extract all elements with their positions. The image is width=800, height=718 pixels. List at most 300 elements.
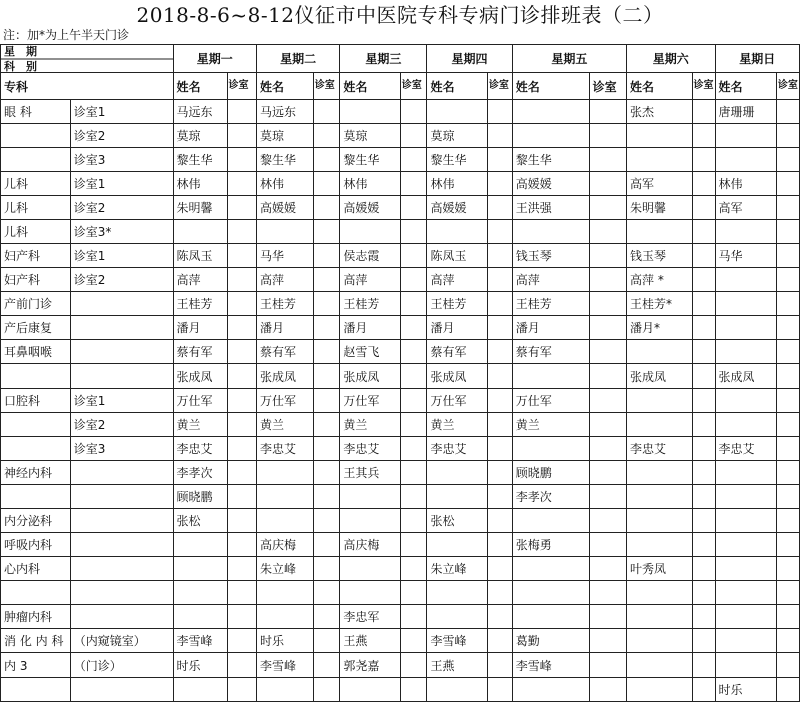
room-number-cell xyxy=(589,389,626,413)
name-header: 姓名 xyxy=(427,73,487,100)
doctor-name-cell xyxy=(512,220,589,244)
table-row xyxy=(1,196,800,220)
room-number-cell xyxy=(227,340,256,364)
room-number-cell xyxy=(692,196,715,220)
doctor-name-cell xyxy=(340,485,400,509)
room-cell xyxy=(70,605,173,629)
room-number-cell xyxy=(227,316,256,340)
doctor-name-cell: 高萍 * xyxy=(627,268,693,292)
doctor-name-cell xyxy=(715,581,776,605)
doctor-name-cell: 王燕 xyxy=(340,629,400,653)
room-cell: 诊室1 xyxy=(70,100,173,124)
room-number-cell xyxy=(589,413,626,437)
room-number-cell xyxy=(776,678,799,702)
room-cell: 诊室1 xyxy=(70,389,173,413)
room-number-cell xyxy=(776,340,799,364)
doctor-name-cell xyxy=(340,220,400,244)
room-number-cell xyxy=(589,605,626,629)
doctor-name-cell: 蔡有军 xyxy=(512,340,589,364)
room-number-cell xyxy=(589,678,626,702)
room-cell xyxy=(70,340,173,364)
doctor-name-cell: 赵雪飞 xyxy=(340,340,400,364)
room-number-cell xyxy=(227,220,256,244)
room-number-cell xyxy=(589,124,626,148)
table-row xyxy=(1,172,800,196)
room-number-cell xyxy=(400,389,427,413)
room-cell: 诊室2 xyxy=(70,124,173,148)
doctor-name-cell xyxy=(715,292,776,316)
department-cell: 肿瘤内科 xyxy=(1,605,71,629)
name-header: 姓名 xyxy=(340,73,400,100)
room-number-cell xyxy=(692,316,715,340)
room-cell: 诊室3* xyxy=(70,220,173,244)
room-number-cell xyxy=(227,461,256,485)
doctor-name-cell: 黄兰 xyxy=(173,413,227,437)
room-header: 诊室 xyxy=(227,73,256,100)
doctor-name-cell: 时乐 xyxy=(715,678,776,702)
room-number-cell xyxy=(227,244,256,268)
doctor-name-cell: 时乐 xyxy=(256,629,313,653)
doctor-name-cell: 李忠艾 xyxy=(173,437,227,461)
department-cell xyxy=(1,413,71,437)
room-cell: 诊室3 xyxy=(70,437,173,461)
doctor-name-cell: 林伟 xyxy=(427,172,487,196)
doctor-name-cell xyxy=(627,389,693,413)
doctor-name-cell: 高媛媛 xyxy=(512,172,589,196)
room-cell: 诊室2 xyxy=(70,413,173,437)
room-number-cell xyxy=(400,100,427,124)
room-header: 诊室 xyxy=(487,73,512,100)
department-cell xyxy=(1,148,71,172)
doctor-name-cell xyxy=(173,220,227,244)
doctor-name-cell xyxy=(427,533,487,557)
room-number-cell xyxy=(487,172,512,196)
department-cell: 内分泌科 xyxy=(1,509,71,533)
doctor-name-cell: 高军 xyxy=(715,196,776,220)
room-number-cell xyxy=(227,364,256,389)
doctor-name-cell xyxy=(715,653,776,678)
room-number-cell xyxy=(487,437,512,461)
room-number-cell xyxy=(487,461,512,485)
doctor-name-cell: 王桂芳 xyxy=(256,292,313,316)
room-number-cell xyxy=(227,196,256,220)
room-number-cell xyxy=(487,364,512,389)
department-cell: 耳鼻咽喉 xyxy=(1,340,71,364)
doctor-name-cell: 葛勤 xyxy=(512,629,589,653)
room-number-cell xyxy=(313,413,340,437)
table-row xyxy=(1,148,800,172)
room-number-cell xyxy=(487,413,512,437)
department-cell: 眼 科 xyxy=(1,100,71,124)
day-header-thu: 星期四 xyxy=(427,45,512,73)
table-row xyxy=(1,485,800,509)
doctor-name-cell: 马远东 xyxy=(173,100,227,124)
room-number-cell xyxy=(400,581,427,605)
name-header: 姓名 xyxy=(627,73,693,100)
doctor-name-cell xyxy=(627,605,693,629)
room-number-cell xyxy=(400,220,427,244)
doctor-name-cell: 万仕军 xyxy=(340,389,400,413)
room-number-cell xyxy=(313,316,340,340)
table-row xyxy=(1,364,800,389)
doctor-name-cell: 高媛媛 xyxy=(427,196,487,220)
department-cell: 呼吸内科 xyxy=(1,533,71,557)
table-row xyxy=(1,268,800,292)
doctor-name-cell xyxy=(340,557,400,581)
room-number-cell xyxy=(227,533,256,557)
doctor-name-cell: 万仕军 xyxy=(256,389,313,413)
doctor-name-cell: 林伟 xyxy=(715,172,776,196)
doctor-name-cell xyxy=(715,533,776,557)
doctor-name-cell xyxy=(256,461,313,485)
room-number-cell xyxy=(692,533,715,557)
table-row xyxy=(1,316,800,340)
doctor-name-cell: 李忠艾 xyxy=(715,437,776,461)
room-cell: 诊室2 xyxy=(70,196,173,220)
room-number-cell xyxy=(776,268,799,292)
room-number-cell xyxy=(400,678,427,702)
room-cell xyxy=(70,557,173,581)
room-number-cell xyxy=(400,629,427,653)
table-row xyxy=(1,437,800,461)
doctor-name-cell xyxy=(715,413,776,437)
room-number-cell xyxy=(227,437,256,461)
room-number-cell xyxy=(776,461,799,485)
room-number-cell xyxy=(313,509,340,533)
doctor-name-cell: 叶秀凤 xyxy=(627,557,693,581)
room-cell xyxy=(70,316,173,340)
corner-label-department: 科 别 xyxy=(4,60,37,73)
doctor-name-cell: 马华 xyxy=(715,244,776,268)
room-number-cell xyxy=(692,629,715,653)
room-number-cell xyxy=(589,557,626,581)
doctor-name-cell: 高军 xyxy=(627,172,693,196)
doctor-name-cell xyxy=(512,605,589,629)
room-number-cell xyxy=(400,533,427,557)
doctor-name-cell xyxy=(715,220,776,244)
room-number-cell xyxy=(692,268,715,292)
doctor-name-cell xyxy=(715,124,776,148)
room-number-cell xyxy=(776,148,799,172)
room-number-cell xyxy=(589,653,626,678)
room-number-cell xyxy=(227,629,256,653)
table-row xyxy=(1,124,800,148)
room-number-cell xyxy=(589,437,626,461)
room-number-cell xyxy=(589,581,626,605)
doctor-name-cell: 钱玉琴 xyxy=(512,244,589,268)
doctor-name-cell: 张成凤 xyxy=(715,364,776,389)
doctor-name-cell: 郭尧嘉 xyxy=(340,653,400,678)
doctor-name-cell: 黎生华 xyxy=(340,148,400,172)
doctor-name-cell xyxy=(427,100,487,124)
doctor-name-cell xyxy=(715,268,776,292)
room-number-cell xyxy=(487,220,512,244)
room-number-cell xyxy=(776,316,799,340)
room-number-cell xyxy=(227,172,256,196)
doctor-name-cell: 林伟 xyxy=(173,172,227,196)
room-number-cell xyxy=(692,485,715,509)
department-cell: 口腔科 xyxy=(1,389,71,413)
room-number-cell xyxy=(400,316,427,340)
room-number-cell xyxy=(692,364,715,389)
room-number-cell xyxy=(589,220,626,244)
room-number-cell xyxy=(776,653,799,678)
corner-label-weekday: 星 期 xyxy=(4,45,37,58)
table-row xyxy=(1,533,800,557)
doctor-name-cell: 潘月 xyxy=(427,316,487,340)
doctor-name-cell xyxy=(512,581,589,605)
room-number-cell xyxy=(692,292,715,316)
doctor-name-cell xyxy=(627,653,693,678)
room-number-cell xyxy=(313,148,340,172)
doctor-name-cell: 李忠艾 xyxy=(256,437,313,461)
doctor-name-cell: 黄兰 xyxy=(256,413,313,437)
room-number-cell xyxy=(692,100,715,124)
doctor-name-cell: 陈凤玉 xyxy=(427,244,487,268)
room-number-cell xyxy=(589,268,626,292)
doctor-name-cell: 高萍 xyxy=(256,268,313,292)
doctor-name-cell xyxy=(627,509,693,533)
doctor-name-cell: 蔡有军 xyxy=(256,340,313,364)
room-header: 诊室 xyxy=(692,73,715,100)
doctor-name-cell: 莫琼 xyxy=(427,124,487,148)
doctor-name-cell: 高媛媛 xyxy=(256,196,313,220)
room-cell xyxy=(70,581,173,605)
doctor-name-cell: 莫琼 xyxy=(340,124,400,148)
department-cell: 儿科 xyxy=(1,172,71,196)
room-number-cell xyxy=(589,100,626,124)
doctor-name-cell xyxy=(715,316,776,340)
room-number-cell xyxy=(776,413,799,437)
room-number-cell xyxy=(692,389,715,413)
doctor-name-cell xyxy=(427,678,487,702)
room-number-cell xyxy=(313,124,340,148)
doctor-name-cell xyxy=(627,340,693,364)
doctor-name-cell: 李忠艾 xyxy=(627,437,693,461)
room-number-cell xyxy=(227,124,256,148)
doctor-name-cell: 朱明馨 xyxy=(173,196,227,220)
department-cell xyxy=(1,437,71,461)
department-cell xyxy=(1,678,71,702)
day-header-mon: 星期一 xyxy=(173,45,256,73)
doctor-name-cell: 李雪峰 xyxy=(256,653,313,678)
doctor-name-cell: 万仕军 xyxy=(427,389,487,413)
room-number-cell xyxy=(400,196,427,220)
room-number-cell xyxy=(589,629,626,653)
doctor-name-cell: 李雪峰 xyxy=(173,629,227,653)
room-number-cell xyxy=(400,605,427,629)
room-number-cell xyxy=(313,485,340,509)
department-cell: 心内科 xyxy=(1,557,71,581)
room-number-cell xyxy=(227,148,256,172)
room-number-cell xyxy=(692,557,715,581)
room-number-cell xyxy=(400,413,427,437)
doctor-name-cell xyxy=(173,581,227,605)
room-number-cell xyxy=(487,509,512,533)
doctor-name-cell xyxy=(627,413,693,437)
doctor-name-cell: 黄兰 xyxy=(340,413,400,437)
room-number-cell xyxy=(487,678,512,702)
doctor-name-cell xyxy=(256,485,313,509)
room-number-cell xyxy=(227,557,256,581)
room-number-cell xyxy=(692,581,715,605)
doctor-name-cell: 潘月 xyxy=(256,316,313,340)
doctor-name-cell: 张杰 xyxy=(627,100,693,124)
schedule-table xyxy=(0,44,800,702)
room-number-cell xyxy=(227,509,256,533)
room-number-cell xyxy=(776,389,799,413)
table-row xyxy=(1,605,800,629)
room-number-cell xyxy=(487,148,512,172)
table-row xyxy=(1,220,800,244)
doctor-name-cell xyxy=(627,678,693,702)
doctor-name-cell xyxy=(340,100,400,124)
doctor-name-cell xyxy=(715,605,776,629)
room-number-cell xyxy=(692,678,715,702)
table-row xyxy=(1,461,800,485)
doctor-name-cell: 莫琼 xyxy=(256,124,313,148)
room-number-cell xyxy=(487,389,512,413)
doctor-name-cell: 钱玉琴 xyxy=(627,244,693,268)
doctor-name-cell: 潘月 xyxy=(340,316,400,340)
doctor-name-cell: 林伟 xyxy=(340,172,400,196)
doctor-name-cell: 黎生华 xyxy=(173,148,227,172)
doctor-name-cell xyxy=(512,100,589,124)
department-cell xyxy=(1,485,71,509)
doctor-name-cell: 李孝次 xyxy=(173,461,227,485)
room-number-cell xyxy=(487,605,512,629)
doctor-name-cell: 蔡有军 xyxy=(173,340,227,364)
room-number-cell xyxy=(400,557,427,581)
doctor-name-cell: 高萍 xyxy=(173,268,227,292)
schedule-note: 注：加*为上午半天门诊 xyxy=(3,28,130,42)
doctor-name-cell xyxy=(512,437,589,461)
table-row xyxy=(1,413,800,437)
room-number-cell xyxy=(692,244,715,268)
doctor-name-cell: 顾晓鹏 xyxy=(512,461,589,485)
doctor-name-cell: 李忠艾 xyxy=(427,437,487,461)
doctor-name-cell xyxy=(512,124,589,148)
day-header-sat: 星期六 xyxy=(627,45,716,73)
room-number-cell xyxy=(589,292,626,316)
doctor-name-cell xyxy=(715,485,776,509)
department-cell: 妇产科 xyxy=(1,268,71,292)
room-number-cell xyxy=(227,605,256,629)
room-number-cell xyxy=(400,461,427,485)
room-number-cell xyxy=(227,653,256,678)
room-number-cell xyxy=(692,605,715,629)
room-number-cell xyxy=(227,485,256,509)
room-number-cell xyxy=(589,148,626,172)
room-number-cell xyxy=(313,292,340,316)
doctor-name-cell: 黄兰 xyxy=(512,413,589,437)
doctor-name-cell: 林伟 xyxy=(256,172,313,196)
doctor-name-cell: 马远东 xyxy=(256,100,313,124)
room-number-cell xyxy=(400,244,427,268)
table-row xyxy=(1,340,800,364)
table-row xyxy=(1,244,800,268)
doctor-name-cell: 唐珊珊 xyxy=(715,100,776,124)
doctor-name-cell xyxy=(627,148,693,172)
table-row xyxy=(1,292,800,316)
room-number-cell xyxy=(313,653,340,678)
room-cell xyxy=(70,678,173,702)
room-number-cell xyxy=(589,244,626,268)
room-number-cell xyxy=(487,244,512,268)
room-number-cell xyxy=(776,220,799,244)
doctor-name-cell xyxy=(173,678,227,702)
table-row xyxy=(1,557,800,581)
room-number-cell xyxy=(313,364,340,389)
doctor-name-cell: 时乐 xyxy=(173,653,227,678)
doctor-name-cell xyxy=(427,485,487,509)
department-cell: 消 化 内 科 xyxy=(1,629,71,653)
name-header: 姓名 xyxy=(512,73,589,100)
table-row xyxy=(1,629,800,653)
room-cell xyxy=(70,292,173,316)
room-number-cell xyxy=(227,413,256,437)
room-number-cell xyxy=(487,653,512,678)
doctor-name-cell: 李孝次 xyxy=(512,485,589,509)
doctor-name-cell xyxy=(627,629,693,653)
room-number-cell xyxy=(776,485,799,509)
room-number-cell xyxy=(313,605,340,629)
doctor-name-cell: 黎生华 xyxy=(256,148,313,172)
doctor-name-cell: 张梅勇 xyxy=(512,533,589,557)
room-number-cell xyxy=(776,437,799,461)
doctor-name-cell xyxy=(427,461,487,485)
doctor-name-cell xyxy=(427,220,487,244)
department-cell: 内 3 xyxy=(1,653,71,678)
doctor-name-cell: 朱明馨 xyxy=(627,196,693,220)
room-number-cell xyxy=(313,581,340,605)
room-number-cell xyxy=(400,172,427,196)
room-number-cell xyxy=(487,268,512,292)
room-number-cell xyxy=(776,509,799,533)
doctor-name-cell: 张成凤 xyxy=(340,364,400,389)
department-cell: 儿科 xyxy=(1,220,71,244)
table-row xyxy=(1,389,800,413)
doctor-name-cell: 王燕 xyxy=(427,653,487,678)
doctor-name-cell xyxy=(715,629,776,653)
department-cell xyxy=(1,581,71,605)
room-cell xyxy=(70,485,173,509)
room-number-cell xyxy=(313,244,340,268)
room-number-cell xyxy=(692,340,715,364)
doctor-name-cell: 高萍 xyxy=(340,268,400,292)
doctor-name-cell: 王洪强 xyxy=(512,196,589,220)
room-number-cell xyxy=(227,389,256,413)
room-number-cell xyxy=(227,292,256,316)
doctor-name-cell xyxy=(627,461,693,485)
room-cell xyxy=(70,364,173,389)
doctor-name-cell xyxy=(427,605,487,629)
day-header-sun: 星期日 xyxy=(715,45,799,73)
room-number-cell xyxy=(313,268,340,292)
room-cell: 诊室2 xyxy=(70,268,173,292)
room-number-cell xyxy=(400,437,427,461)
name-header: 姓名 xyxy=(173,73,227,100)
department-cell: 产前门诊 xyxy=(1,292,71,316)
doctor-name-cell xyxy=(715,557,776,581)
room-number-cell xyxy=(400,653,427,678)
room-number-cell xyxy=(487,340,512,364)
doctor-name-cell: 张成凤 xyxy=(173,364,227,389)
room-number-cell xyxy=(589,316,626,340)
doctor-name-cell: 高庆梅 xyxy=(340,533,400,557)
room-number-cell xyxy=(313,172,340,196)
table-row xyxy=(1,653,800,678)
